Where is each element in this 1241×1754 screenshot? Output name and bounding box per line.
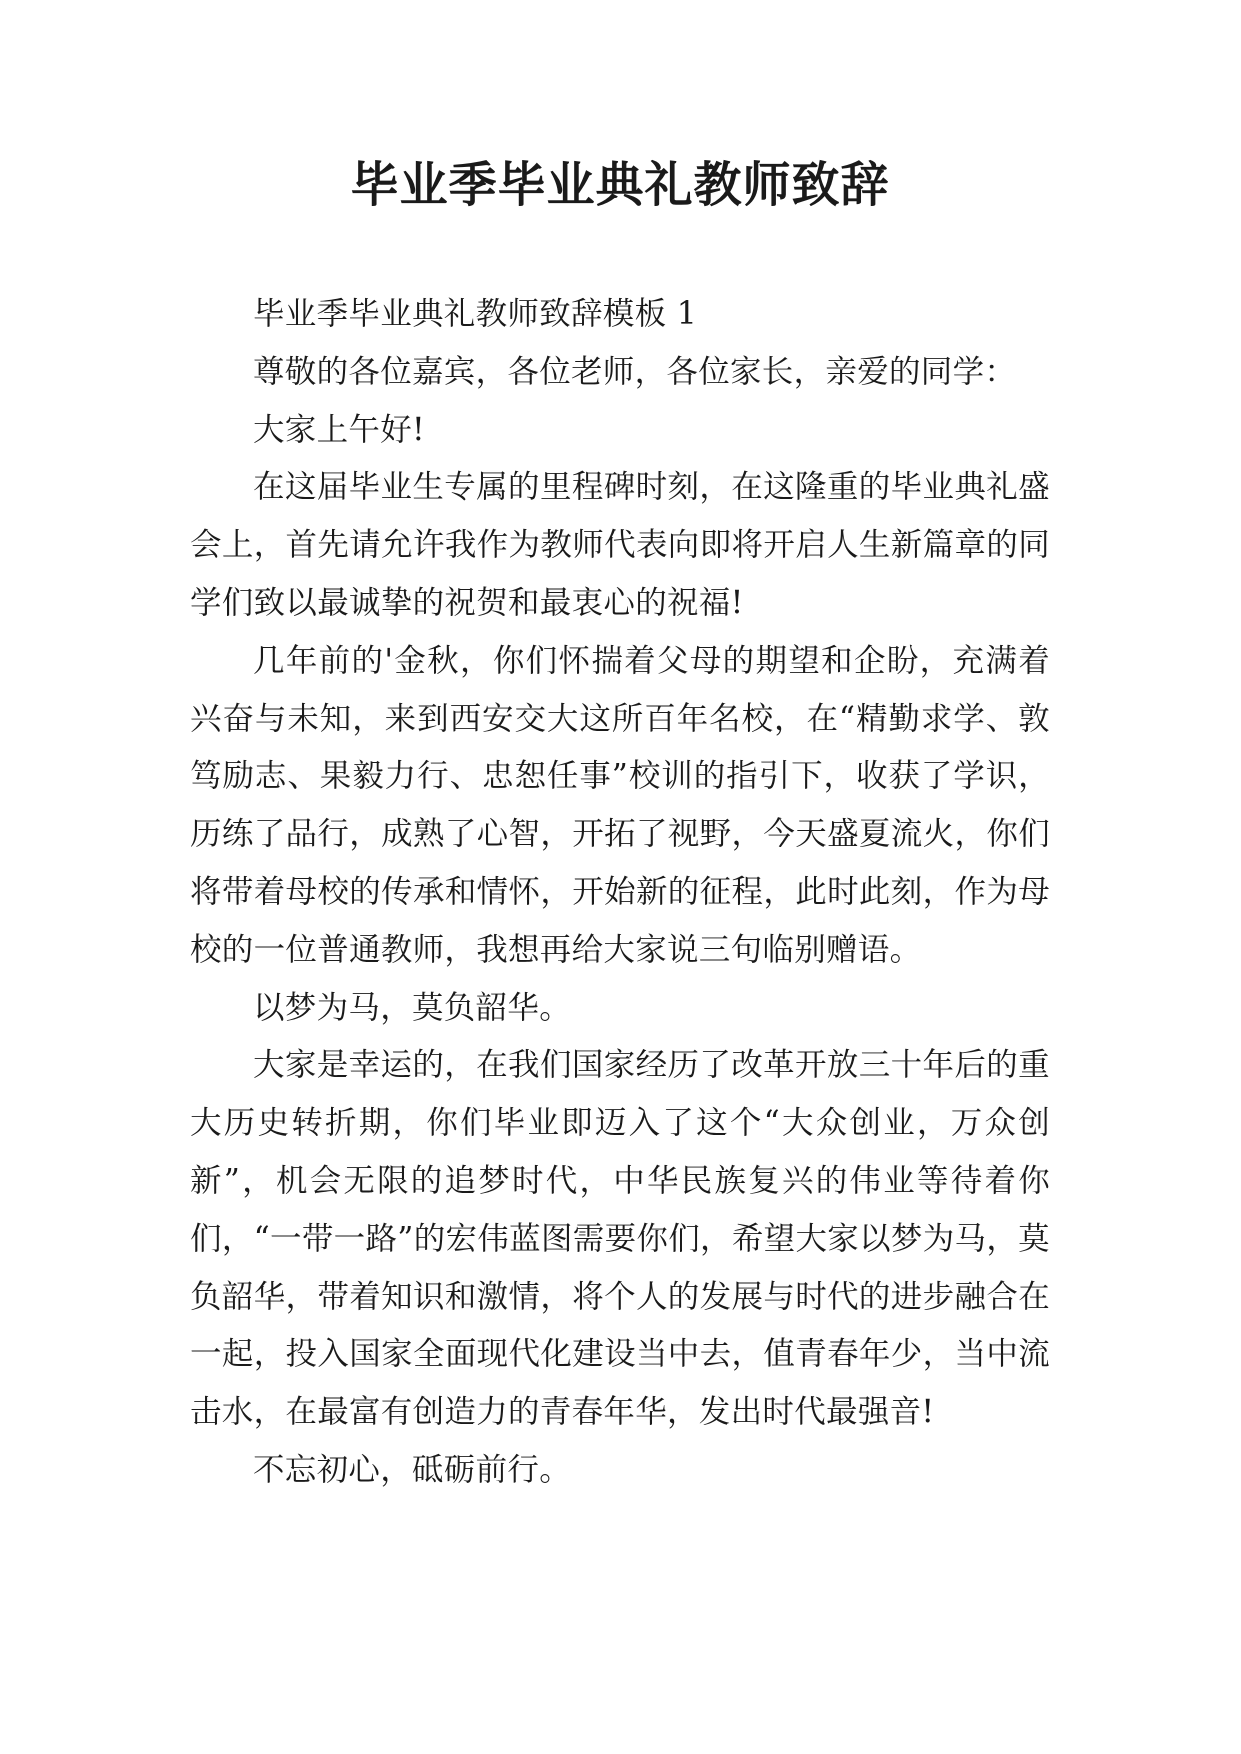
document-page <box>190 0 1050 1754</box>
template-heading: 毕业季毕业典礼教师致辞模板 1 <box>253 296 698 332</box>
section-heading-original-aspiration: 不忘初心，砥砺前行。 <box>253 1451 572 1488</box>
document-title: 毕业季毕业典礼教师致辞 <box>350 157 890 213</box>
paragraph-dream: 大家是幸运的，在我们国家经历了改革开放三十年后的重大历史转折期，你们毕业即迈入了这个“大众创业，万众创新”，机会无限的追梦时代，中华民族复兴的伟业等待着你们，“一带一路”的宏伟蓝图需要你们，希望大家以梦为马，莫负韶华，带着知识和激情，将个人的发展与时代的进步融合在一起，投入国家全面现代化建设当中去，值青春年少，当中流击水，在最富有创造力的青春年华，发出时代最强音! <box>190 1047 1050 1431</box>
document-body <box>190 286 1050 1500</box>
paragraph-opening: 在这届毕业生专属的里程碑时刻，在这隆重的毕业典礼盛会上，首先请允许我作为教师代表向即将开启人生新篇章的同学们致以最诚挚的祝贺和最衷心的祝福! <box>190 469 1050 621</box>
paragraph-memory: 几年前的'金秋，你们怀揣着父母的期望和企盼，充满着兴奋与未知，来到西安交大这所百年名校，在“精勤求学、敦笃励志、果毅力行、忠恕任事”校训的指引下，收获了学识，历练了品行，成熟了心智，开拓了视野，今天盛夏流火，你们将带着母校的传承和情怀，开始新的征程，此时此刻，作为母校的一位普通教师，我想再给大家说三句临别赠语。 <box>190 642 1050 968</box>
section-heading-dream: 以梦为马，莫负韶华。 <box>253 989 572 1026</box>
salutation: 尊敬的各位嘉宾，各位老师，各位家长，亲爱的同学： <box>253 353 1017 390</box>
greeting: 大家上午好! <box>253 411 425 448</box>
